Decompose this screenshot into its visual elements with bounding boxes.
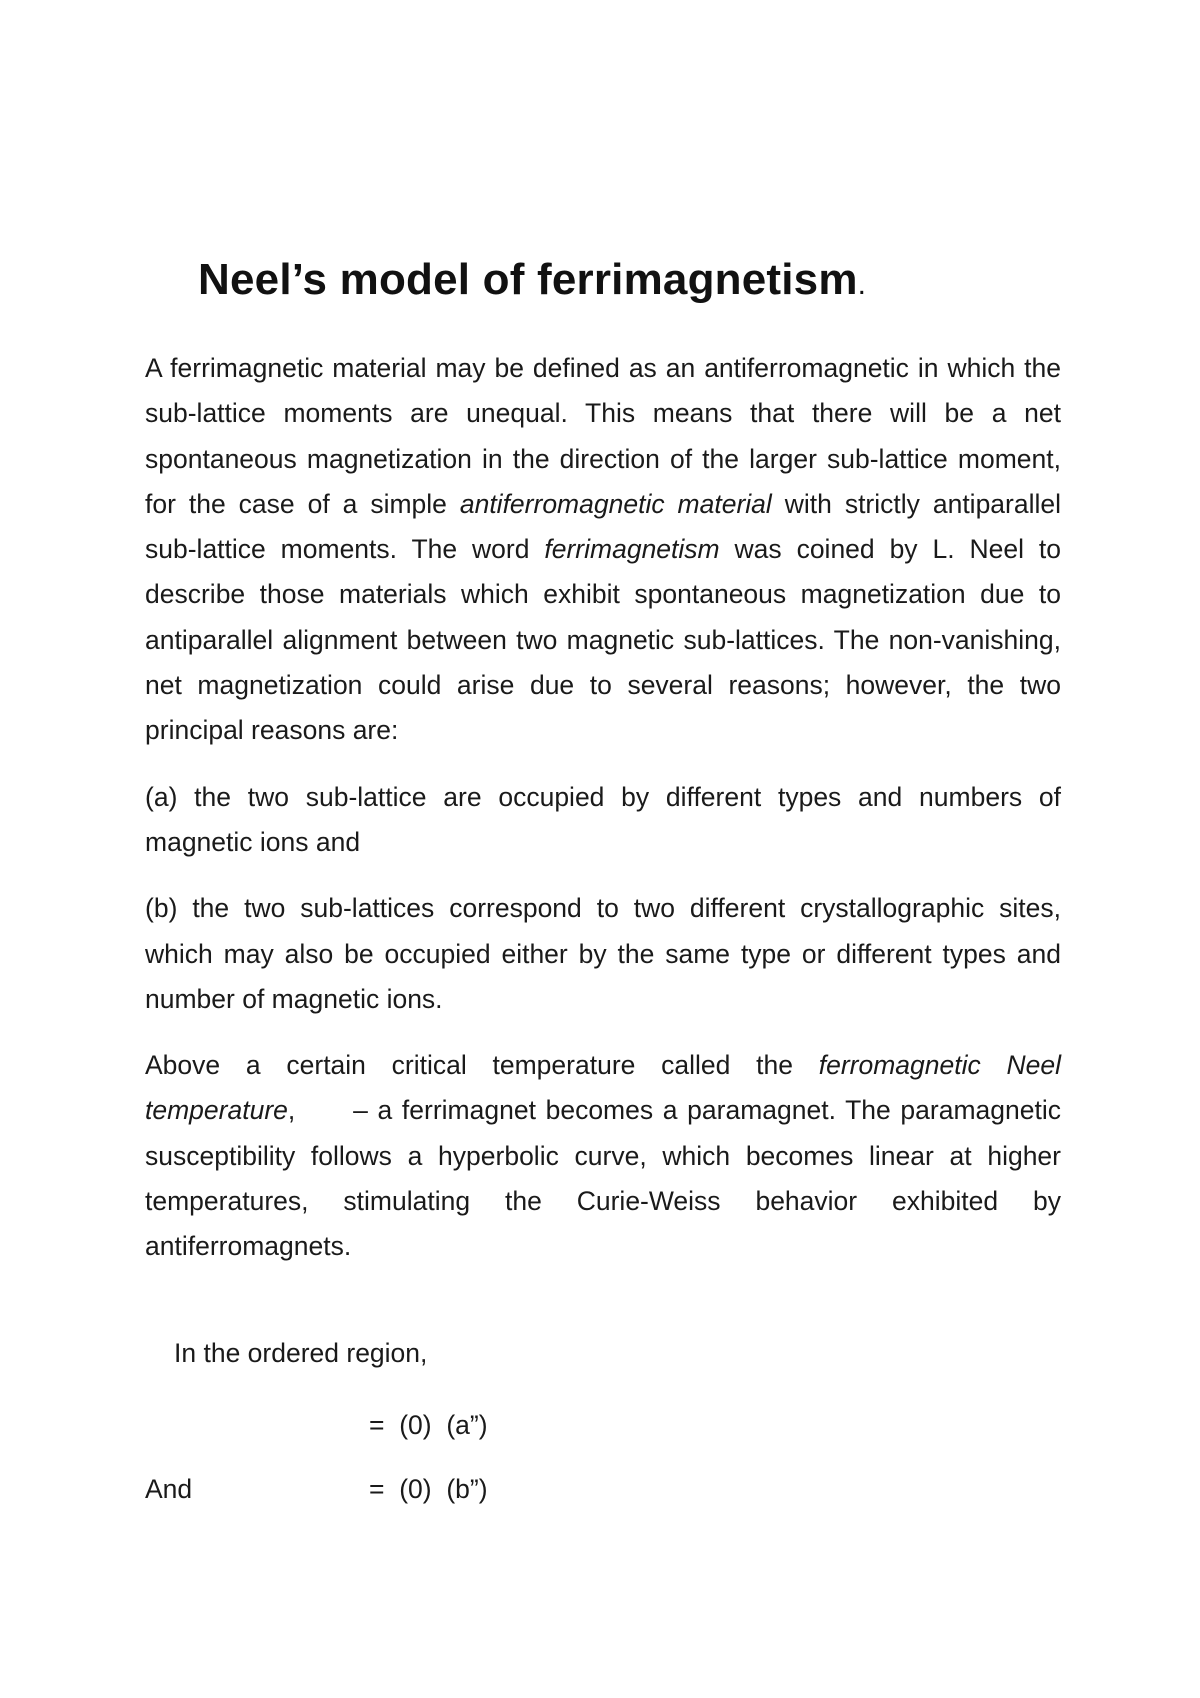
- definition-italic-1: antiferromagnetic material: [459, 488, 772, 519]
- paragraph-definition: [145, 346, 1061, 754]
- neel-italic-1: ferromagnetic Neel temperature: [145, 1050, 1061, 1126]
- title-dot: .: [857, 268, 867, 301]
- definition-italic-2: ferrimagnetism: [544, 534, 720, 565]
- definition-text-3: was coined by L. Neel to describe those materials which exhibit spontaneous magnetization due to antiparallel alignment between two magnetic sub-lattices. The non-vanishing, net magnetization could arise due to several reasons; however, the two principal reasons are:: [145, 534, 1061, 746]
- equation-b: = (0) (b”): [369, 1474, 488, 1504]
- paragraph-reason-b: (b) the two sub-lattices correspond to two different crystallographic sites, which may also be occupied either by the same type or different types and number of magnetic ions.: [145, 893, 1061, 1014]
- formula-intro: In the ordered region,: [174, 1338, 428, 1368]
- equation-a: = (0) (a”): [369, 1410, 488, 1440]
- definition-text-2: with strictly antiparallel sub-lattice moments. The word: [145, 488, 1062, 565]
- paragraph-reason-a: (a) the two sub-lattice are occupied by different types and numbers of magnetic ions and: [145, 781, 1061, 857]
- document-title: [198, 255, 866, 305]
- paragraph-neel-temperature: [145, 1043, 1069, 1269]
- document-body: [145, 346, 1069, 1291]
- definition-text-1: A ferrimagnetic material may be defined as an antiferromagnetic in which the sub-lattice moments are unequal. This means that there will be a net spontaneous magnetization in the direction of the larger sub-lattice moment, for the case of a simple: [145, 353, 1061, 519]
- title-text: Neel’s model of ferrimagnetism: [198, 255, 858, 304]
- and-label: And: [145, 1474, 193, 1504]
- neel-text-1: Above a certain critical temperature called the: [145, 1050, 819, 1081]
- neel-text-2: , – a ferrimagnet becomes a paramagnet. The paramagnetic susceptibility follows a hyperbolic curve, which becomes linear at higher temperatures, stimulating the Curie-Weiss behavior exhibited by antiferromagnets.: [145, 1095, 1069, 1262]
